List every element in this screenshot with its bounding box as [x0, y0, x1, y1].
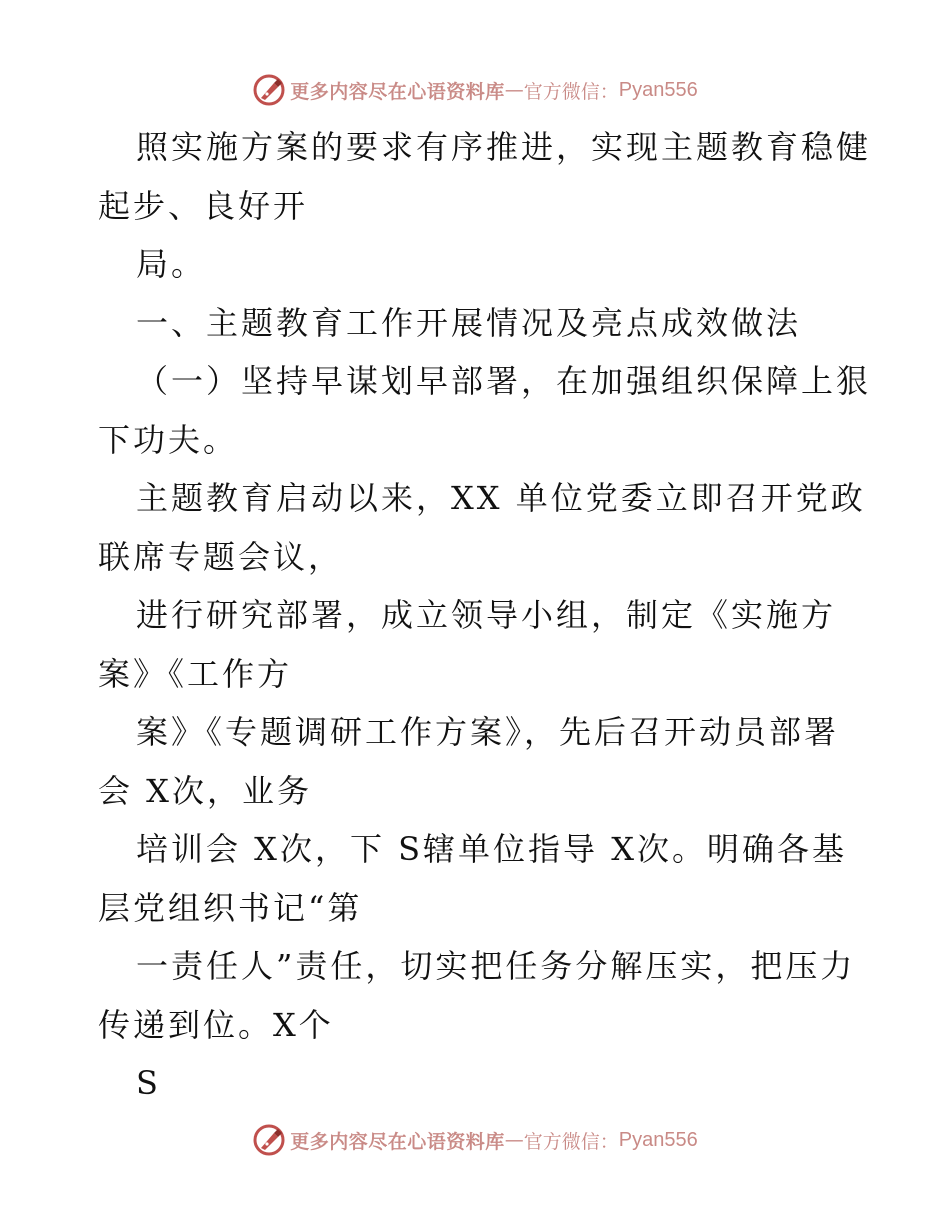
watermark-wechat-id: Pyan556 [618, 1128, 698, 1151]
body-line: 主题教育启动以来，XX 单位党委立即召开党政 [136, 479, 866, 517]
body-line: 联席专题会议， [98, 537, 344, 576]
body-line: 进行研究部署，成立领导小组，制定《实施方 [136, 596, 837, 634]
watermark-separator: — [504, 79, 524, 101]
body-line: 传递到位。X个 [98, 1005, 334, 1044]
watermark-separator: — [504, 1129, 524, 1151]
watermark-label: 官方微信： [523, 1130, 619, 1153]
body-line: 会 X次，业务 [98, 771, 312, 810]
body-line: 案》《专题调研工作方案》，先后召开动员部署 [136, 713, 840, 751]
body-line: 层党组织书记“第 [98, 888, 363, 927]
body-line: 培训会 X次，下 S辖单位指导 X次。明确各基 [136, 830, 848, 868]
watermark-wechat-id: Pyan556 [618, 78, 698, 101]
body-line: 一、主题教育工作开展情况及亮点成效做法 [136, 303, 802, 342]
watermark-label: 官方微信： [523, 80, 619, 103]
watermark-footer [0, 1120, 950, 1160]
pen-nib-logo-icon [252, 73, 286, 107]
body-line: 一责任人”责任，切实把任务分解压实，把压力 [136, 947, 856, 985]
pen-nib-logo-icon [252, 1123, 286, 1157]
body-line: 案》《工作方 [98, 654, 293, 693]
body-line: 照实施方案的要求有序推进，实现主题教育稳健 [136, 128, 872, 166]
body-line: 局。 [136, 245, 207, 283]
body-line: 起步、良好开 [98, 186, 309, 225]
watermark-main-text: 更多内容尽在心语资料库 [290, 1130, 505, 1153]
document-body [98, 118, 872, 1113]
body-line: S [136, 1064, 161, 1102]
watermark-header [0, 70, 950, 110]
body-line: （一）坚持早谋划早部署，在加强组织保障上狠 [136, 362, 872, 400]
body-line: 下功夫。 [98, 420, 239, 459]
watermark-main-text: 更多内容尽在心语资料库 [290, 80, 505, 103]
